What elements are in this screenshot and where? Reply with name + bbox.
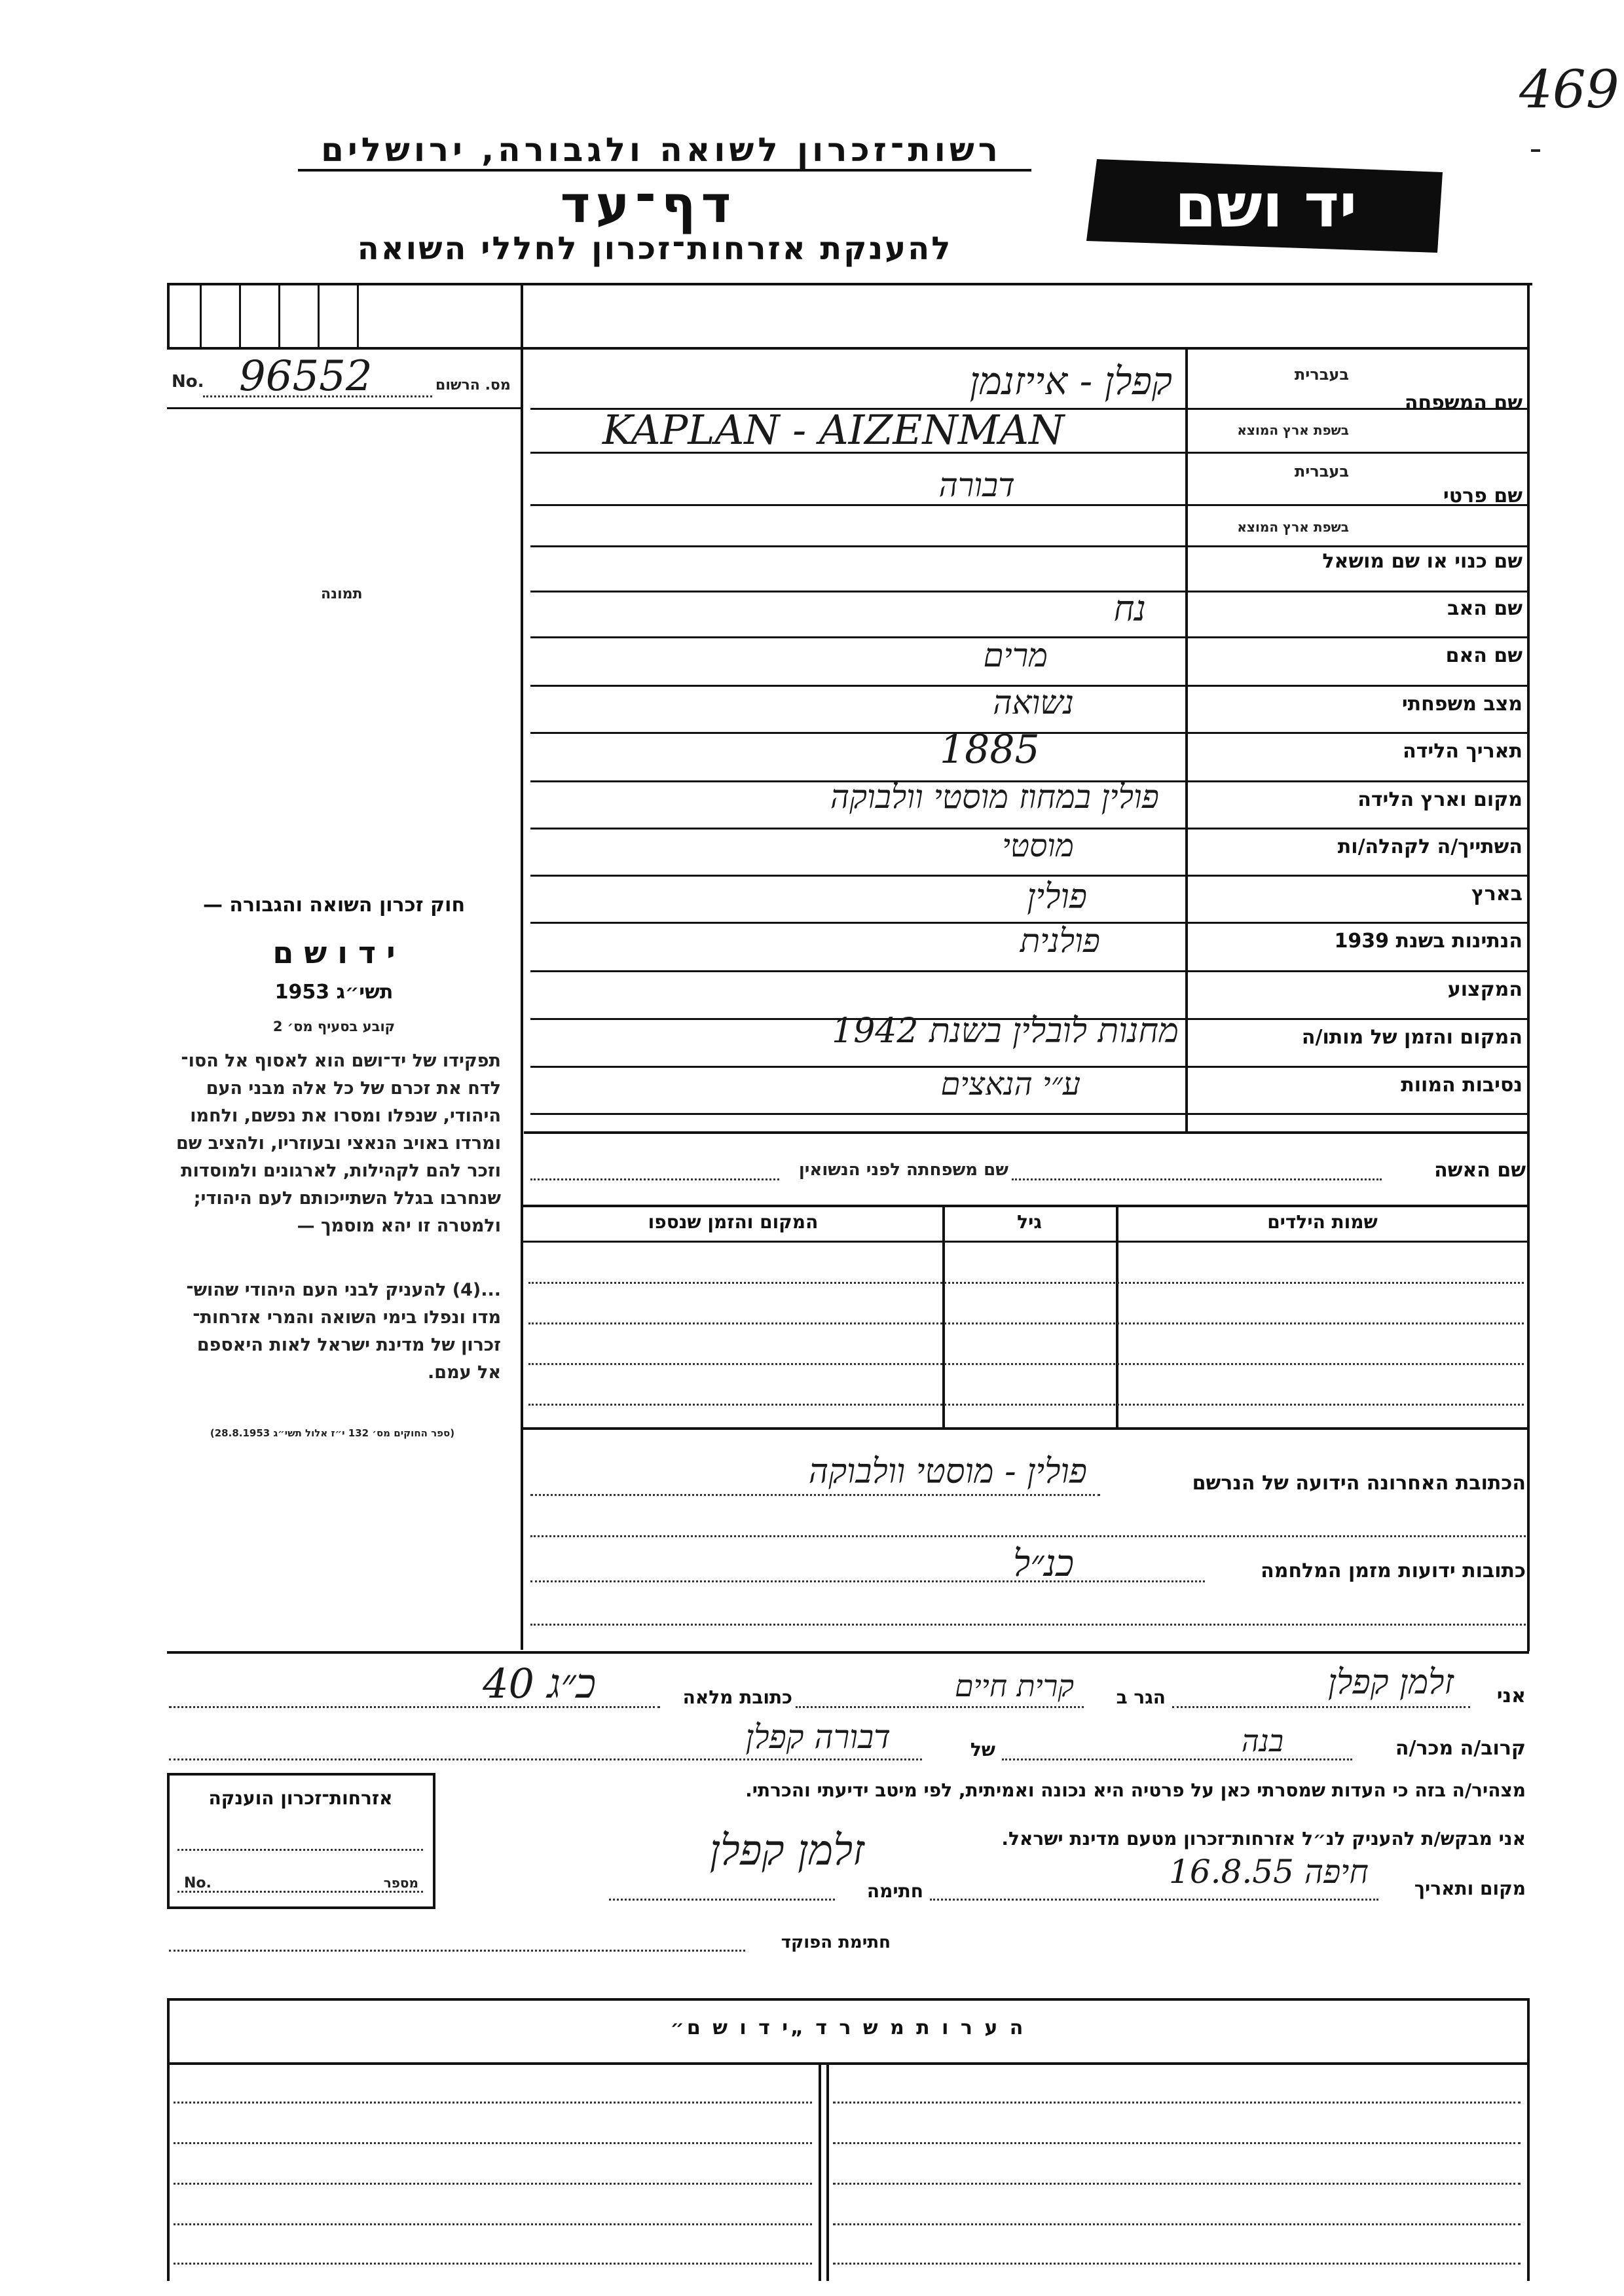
decl-address-value: כ״ג 40: [483, 1660, 596, 1707]
death-label: המקום והזמן של מותו/ה: [1301, 1026, 1522, 1049]
law-title: חוק זכרון השואה והגבורה —: [202, 894, 466, 917]
war-addresses-dots-2: [530, 1624, 1526, 1626]
birth-date-value: 1885: [940, 727, 1040, 773]
citizenship-granted-box: [167, 1773, 435, 1909]
mother-value: מרים: [983, 636, 1048, 674]
last-address-dots-2: [530, 1535, 1526, 1537]
authority-title: רשות־זכרון לשואה ולגבורה, ירושלים: [321, 131, 1002, 169]
section-rule: [524, 1131, 1529, 1134]
decl-place-date-label: מקום ותאריך: [1414, 1878, 1526, 1899]
surname-latin-value: KAPLAN - AIZENMAN: [602, 406, 1065, 454]
war-addresses-value: כנ״ל: [1012, 1542, 1074, 1585]
decl-resident-value: קרית חיים: [954, 1668, 1074, 1704]
decl-statement-2: אני מבקש/ת להעניק לנ״ל אזרחות־זכרון מטעם מדינת ישראל.: [1001, 1828, 1526, 1850]
remarks-title: ה ע ר ו ת מ ש ר ד „י ד ו ש ם״: [670, 2016, 1026, 2039]
war-addresses-dots: [530, 1580, 1205, 1582]
row-line: [530, 970, 1529, 972]
first-name-label: שם פרטי: [1443, 484, 1522, 507]
remarks-line: [833, 2102, 1521, 2104]
decl-of-value: דבורה קפלן: [745, 1718, 891, 1756]
decl-statement-1: מצהיר/ה בזה כי העדות שמסרתי כאן על פרטיה היא נכונה ואמיתית, לפי מיטב ידיעתי והכרתי.: [745, 1779, 1526, 1801]
registration-number: 96552: [239, 352, 373, 401]
decl-place-date-dots: [930, 1899, 1378, 1901]
row-line: [530, 1113, 1529, 1115]
citizenship-label: הנתינות בשנת 1939: [1334, 930, 1522, 953]
decl-ani-value: זלמן קפלן: [1327, 1663, 1454, 1702]
birth-date-label: תאריך הלידה: [1403, 740, 1522, 763]
decl-ani-dots: [1172, 1706, 1470, 1708]
main-right-border: [1527, 283, 1530, 1651]
surname-origin-sub: בשפת ארץ המוצא: [1237, 422, 1349, 438]
children-col-names: שמות הילדים: [1267, 1211, 1378, 1233]
registration-no-label: No.: [172, 372, 204, 392]
war-addresses-label: כתובות ידועות מזמן המלחמה: [1261, 1559, 1526, 1582]
remarks-line: [833, 2142, 1521, 2144]
left-strip-border: [167, 283, 170, 348]
main-left-border: [521, 283, 523, 1650]
death-circumstances-label: נסיבות המוות: [1401, 1074, 1522, 1097]
marital-status-label: מצב משפחתי: [1401, 693, 1522, 716]
law-citation: (ספר החוקים מס׳ 132 י״ז אלול תשי״ג 28.8.1953): [210, 1427, 455, 1439]
remarks-header-rule: [167, 2062, 1529, 2065]
remarks-line: [833, 2183, 1521, 2185]
father-label: שם האב: [1447, 597, 1522, 620]
margin-mark: [1531, 149, 1540, 152]
header-strip-bottom: [167, 347, 1529, 350]
children-bottom-rule: [522, 1427, 1528, 1430]
label-divider: [1185, 347, 1188, 1131]
photo-label: תמונה: [321, 586, 363, 602]
marital-status-value: נשואה: [993, 683, 1074, 721]
law-name: י ד ו ש ם: [272, 935, 396, 970]
country-value: פולין: [1027, 877, 1087, 917]
decl-officer-dots: [169, 1950, 745, 1952]
country-label: בארץ: [1471, 883, 1522, 905]
decl-of-dots: [169, 1758, 922, 1760]
wife-dots: [1012, 1178, 1382, 1180]
decl-ani-label: אני: [1496, 1685, 1526, 1707]
law-paragraph-1: תפקידו של יד־ושם הוא לאסוף אל הסו־ לדח את זכרם של כל אלה מבני העם היהודי, שנפלו ומסרו את נפשם, ולחמו ומרדו באויב הנאצי ובעוזריו, ולהציב שם וזכר להם לקהילות, לארגונים ולמוסדות שנחרבו בגלל השתייכותם לעם היהודי; ולמטרה זו יהא מוסמך —: [175, 1051, 501, 1236]
law-section: קובע בסעיף מס׳ 2: [272, 1019, 396, 1034]
decl-place-date-value: חיפה 16.8.55: [1169, 1853, 1369, 1891]
remarks-line: [174, 2102, 812, 2104]
wife-label: שם האשה: [1434, 1159, 1526, 1182]
logo-text: יד ושם: [1174, 171, 1357, 241]
wife-maiden-dots: [530, 1178, 779, 1180]
community-label: השתייך/ה לקהלה/ות: [1337, 835, 1522, 858]
row-line: [530, 875, 1529, 877]
death-circumstances-value: ע״י הנאצים: [940, 1066, 1080, 1102]
birth-place-label: מקום וארץ הלידה: [1357, 788, 1522, 811]
first-name-hebrew-sub: בעברית: [1294, 462, 1349, 481]
law-year: תשי״ג 1953: [274, 981, 394, 1004]
remarks-line: [833, 2263, 1521, 2265]
decl-officer-label: חתימת הפוקד: [781, 1933, 891, 1952]
page-number: 469: [1519, 59, 1619, 120]
reg-underline: [167, 407, 521, 409]
birth-place-value: פולין במחוז מוסטי וולבוקה: [830, 778, 1159, 816]
remarks-top-rule: [167, 1998, 1529, 2001]
decl-address-label: כתובת מלאה: [682, 1686, 792, 1708]
remarks-line: [174, 2263, 812, 2265]
decl-relative-dots: [1002, 1758, 1352, 1760]
citizenship-box-he: מספר: [383, 1875, 418, 1891]
first-name-hebrew-value: דבורה: [938, 466, 1015, 504]
remarks-line: [833, 2223, 1521, 2225]
decl-of-label: של: [970, 1739, 995, 1760]
last-address-dots: [530, 1494, 1100, 1496]
law-paragraph-2: ...(4) להעניק לבני העם היהודי שהוש־ מדו ונפלו בימי השואה והמרי אזרחות־ זכרון של מדינת ישראל לאות היאספם אל עמם.: [186, 1280, 501, 1383]
last-address-label: הכתובת האחרונה הידועה של הנרשם: [1192, 1472, 1526, 1495]
first-name-origin-sub: בשפת ארץ המוצא: [1237, 519, 1349, 535]
surname-label: שם המשפחה: [1404, 392, 1522, 414]
remarks-line: [174, 2183, 812, 2185]
father-value: נח: [1113, 588, 1146, 629]
decl-signature-label: חתימה: [866, 1880, 923, 1902]
yad-vashem-logo: [1084, 156, 1447, 254]
decl-relative-value: בנה: [1241, 1723, 1283, 1758]
remarks-line: [174, 2223, 812, 2225]
form-title: דף־עד: [560, 175, 737, 234]
declaration-top-rule: [167, 1651, 1529, 1654]
wife-maiden-label: שם משפחתה לפני הנשואין: [798, 1160, 1008, 1180]
citizenship-value: פולנית: [1020, 922, 1100, 960]
surname-hebrew-value: קפלן - אייזנמן: [969, 359, 1172, 403]
decl-signature-dots: [609, 1899, 835, 1901]
children-table: [522, 1205, 1528, 1427]
header-strip-cells: [200, 285, 521, 347]
decl-resident-dots: [796, 1706, 1084, 1708]
authority-underline: [298, 169, 1031, 172]
children-col-place: המקום והזמן שנספו: [648, 1211, 819, 1233]
citizenship-box-title: אזרחות־זכרון הוענקה: [208, 1787, 393, 1809]
form-subtitle: להענקת אזרחות־זכרון לחללי השואה: [357, 230, 953, 267]
decl-relative-label: קרוב/ה מכר/ה: [1395, 1737, 1526, 1760]
remarks-right-border: [1527, 1998, 1530, 2281]
remarks-line: [174, 2142, 812, 2144]
death-value: מחנות לובלין בשנת 1942: [832, 1011, 1179, 1051]
remarks-mid-divider-2: [826, 2062, 829, 2281]
last-address-value: פולין - מוסטי וולבוקה: [808, 1452, 1087, 1491]
registration-he-label: מס. הרשום: [435, 377, 511, 393]
children-col-age: גיל: [1017, 1211, 1042, 1233]
row-line: [530, 545, 1529, 547]
decl-resident-label: הגר ב: [1116, 1686, 1166, 1708]
decl-signature-value: זלמן קפלן: [709, 1827, 864, 1875]
remarks-left-border: [167, 1998, 170, 2281]
citizenship-box-no: No.: [184, 1875, 212, 1891]
profession-label: המקצוע: [1447, 978, 1522, 1001]
mother-label: שם האם: [1445, 644, 1522, 667]
nickname-label: שם כנוי או שם מושאל: [1322, 550, 1522, 573]
surname-hebrew-sub: בעברית: [1294, 365, 1349, 384]
remarks-mid-divider: [819, 2062, 821, 2281]
community-value: מוסטי: [1002, 828, 1074, 864]
